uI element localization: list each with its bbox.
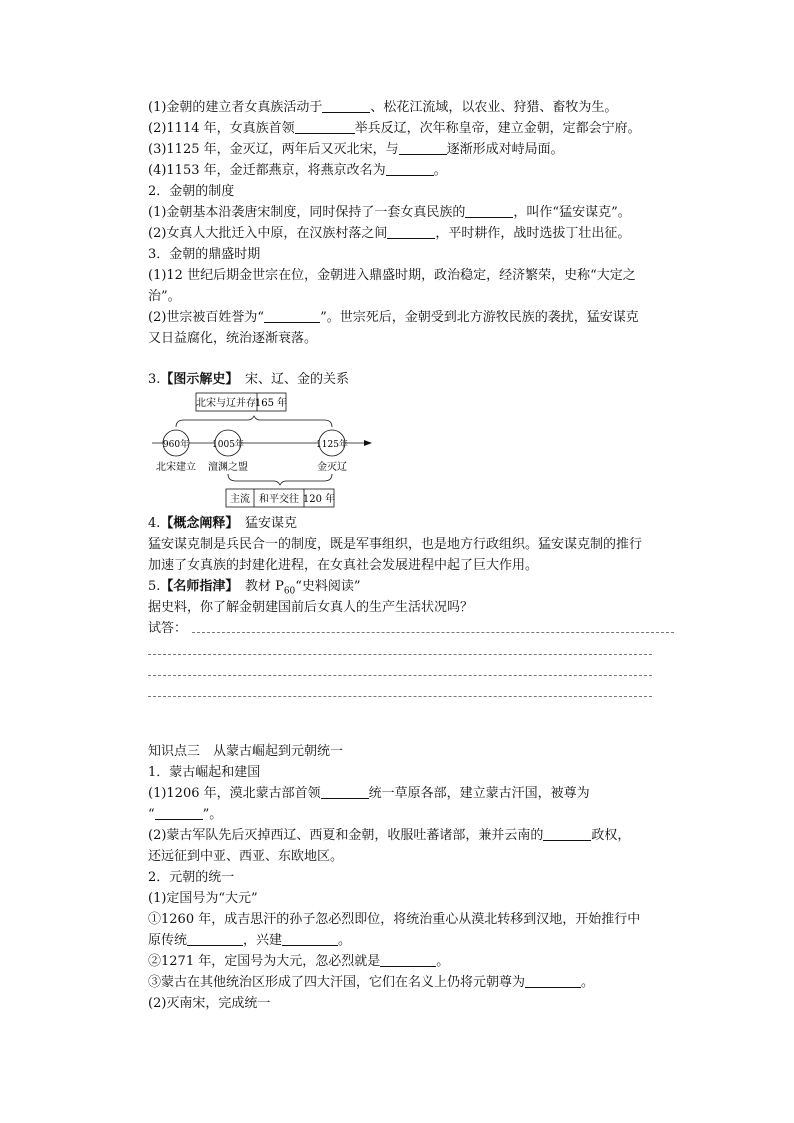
fill-blank[interactable] — [321, 785, 369, 799]
fill-blank[interactable] — [155, 806, 203, 820]
s3-line-2: (2)世宗被百姓誉为“ ”。世宗死后，金朝受到北方游牧民族的袭扰，猛安谋克 — [148, 310, 639, 325]
s3-title: 3．金朝的鼎盛时期 — [148, 247, 261, 262]
s1-line-2: (2)1114 年，女真族首领 举兵反辽，次年称皇帝，建立金朝，定都会宁府。 — [148, 121, 641, 136]
k3-heading-1: 1．蒙古崛起和建国 — [148, 765, 261, 780]
bottom-box-label-c: 120 年 — [302, 494, 336, 505]
diagram-heading: 3.【图示解史】 宋、辽、金的关系 — [148, 372, 349, 387]
fill-blank[interactable] — [380, 953, 436, 967]
answer-line[interactable] — [192, 632, 674, 633]
s2-line-2: (2)女真人大批迁入中原，在汉族村落之间 ，平时耕作，战时选拔丁壮出征。 — [148, 226, 631, 241]
s2-title: 2．金朝的制度 — [148, 184, 235, 199]
k3-heading-2: 2．元朝的统一 — [148, 870, 235, 885]
k3-subheading-1: (1)定国号为“大元” — [148, 891, 258, 906]
s1-line-1: (1)金朝的建立者女真族活动于 、松花江流域，以农业、狩猎、畜牧为生。 — [148, 100, 618, 115]
concept-heading: 4.【概念阐释】 猛安谋克 — [148, 516, 297, 531]
answer-line[interactable] — [148, 675, 652, 676]
top-brace — [176, 416, 332, 427]
bottom-box-label-b: 和平交往 — [259, 494, 299, 505]
fill-blank[interactable] — [543, 827, 591, 841]
fill-blank[interactable] — [282, 932, 338, 946]
node-960-label: 960年 — [162, 440, 190, 450]
fill-blank[interactable] — [187, 932, 243, 946]
s1-line-4: (4)1153 年，金迁都燕京，将燕京改名为 。 — [148, 163, 447, 178]
k3-point-2: ②1271 年，定国号为大元，忽必烈就是 。 — [148, 954, 450, 969]
k3-line-2: (2)蒙古军队先后灭掉西辽、西夏和金朝，收服吐蕃诸部，兼并云南的 政权， — [148, 828, 631, 843]
k3-line-2-cont: 还远征到中亚、西亚、东欧地区。 — [148, 849, 344, 864]
fill-blank[interactable] — [525, 974, 581, 988]
event-label-1: 北宋建立 — [156, 462, 196, 473]
fill-blank[interactable] — [465, 204, 513, 218]
concept-line-2: 加速了女真族的封建化进程，在女真社会发展进程中起了巨大作用。 — [148, 558, 539, 573]
answer-line[interactable] — [148, 654, 652, 655]
fill-blank[interactable] — [399, 141, 447, 155]
timeline-diagram — [148, 390, 388, 512]
top-box-label-b: 165 年 — [254, 398, 288, 409]
event-label-3: 金灭辽 — [317, 462, 347, 473]
event-label-2: 澶渊之盟 — [208, 462, 248, 473]
k3-point-3: ③蒙古在其他统治区形成了四大汗国，它们在名义上仍将元朝尊为 。 — [148, 975, 595, 990]
top-box-label-a: 北宋与辽并存 — [196, 398, 256, 409]
k3-subheading-2: (2)灭南宋，完成统一 — [148, 996, 271, 1011]
node-1125-label: 1125年 — [316, 440, 348, 450]
node-1005-label: 1005年 — [212, 440, 244, 450]
fill-blank[interactable] — [264, 309, 320, 323]
k3-line-1: (1)1206 年，漠北蒙古部首领 统一草原各部，建立蒙古汗国，被尊为 — [148, 786, 590, 801]
concept-line-1: 猛安谋克制是兵民合一的制度，既是军事组织，也是地方行政组织。猛安谋克制的推行 — [148, 537, 643, 552]
bottom-brace — [228, 474, 332, 485]
s2-line-1: (1)金朝基本沿袭唐宋制度，同时保持了一套女真民族的 ，叫作“猛安谋克”。 — [148, 205, 631, 220]
s3-line-1-cont: 治”。 — [148, 289, 181, 304]
fill-blank[interactable] — [387, 225, 435, 239]
answer-label: 试答： — [148, 621, 188, 636]
fill-blank[interactable] — [322, 99, 370, 113]
answer-line[interactable] — [148, 696, 652, 697]
guide-question: 据史料，你了解金朝建国前后女真人的生产生活状况吗？ — [148, 600, 474, 615]
k3-point-1: ①1260 年，成吉思汗的孙子忽必烈即位，将统治重心从漠北转移到汉地，开始推行中 — [148, 912, 641, 927]
s3-line-1: (1)12 世纪后期金世宗在位，金朝进入鼎盛时期，政治稳定，经济繁荣，史称“大定之 — [148, 268, 636, 283]
knowledge-point-title: 知识点三 从蒙古崛起到元朝统一 — [148, 744, 344, 759]
bottom-box-label-a: 主流 — [230, 494, 250, 505]
fill-blank[interactable] — [295, 120, 355, 134]
s1-line-3: (3)1125 年，金灭辽，两年后又灭北宋，与 逐渐形成对峙局面。 — [148, 142, 564, 157]
k3-point-1-cont: 原传统 ，兴建 。 — [148, 933, 352, 948]
k3-line-1-cont: “ ”。 — [148, 807, 223, 822]
guide-heading: 5.【名师指津】 教材 $P_{60}“$史料阅读” — [148, 579, 361, 597]
fill-blank[interactable] — [386, 162, 434, 176]
arrow-head-icon — [364, 440, 372, 446]
s3-line-2-cont: 又日益腐化，统治逐渐衰落。 — [148, 331, 318, 346]
